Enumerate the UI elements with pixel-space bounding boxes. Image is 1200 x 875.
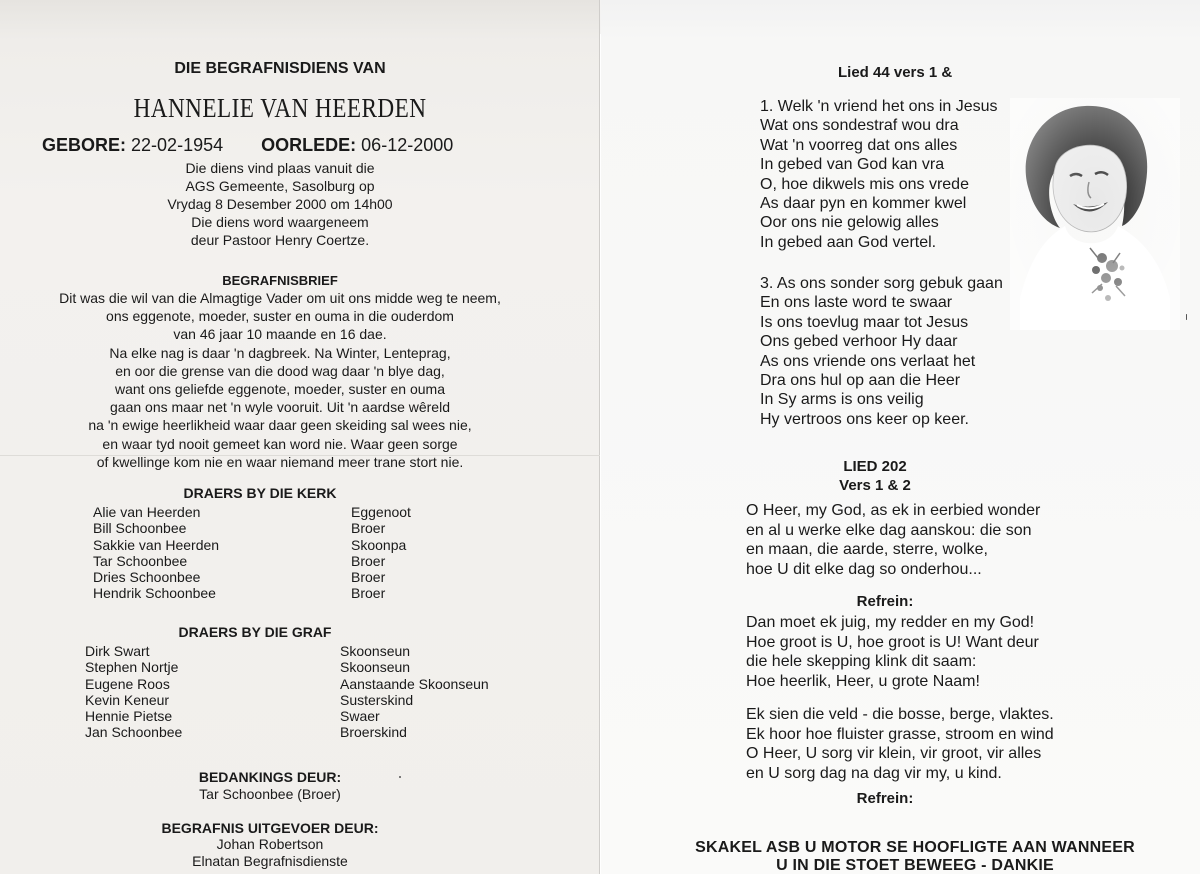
letter-line: want ons geliefde eggenote, moeder, suster en ouma <box>115 381 445 398</box>
thanks-heading: BEDANKINGS DEUR: <box>198 769 342 785</box>
verse-line: 3. As ons sonder sorg gebuk gaan <box>760 275 1003 292</box>
bearer-name: Eugene Roos <box>85 675 170 692</box>
bearer-row <box>85 643 515 659</box>
bearer-row <box>93 537 453 553</box>
stanza-line: Ek sien die veld - die bosse, berge, vlaktes. <box>746 706 1054 723</box>
letter-line: en waar tyd nooit gemeet kan word nie. Waar geen sorge <box>102 435 458 452</box>
bearer-name: Dries Schoonbee <box>93 569 201 586</box>
hymn2-stanza2 <box>746 705 1054 783</box>
bearer-relation: Aanstaande Skoonseun <box>340 675 489 692</box>
grave-bearers-list <box>85 643 515 741</box>
verse-line: As daar pyn en kommer kwel <box>760 195 967 213</box>
bearer-relation: Skoonseun <box>340 659 411 676</box>
service-line: Vrydag 8 Desember 2000 om 14h00 <box>167 196 393 212</box>
left-page <box>0 0 600 874</box>
stanza-line: O Heer, U sorg vir klein, vir groot, vir alles <box>746 745 1042 763</box>
bearer-relation: Skoonpa <box>351 536 407 553</box>
bearer-name: Jan Schoonbee <box>85 724 183 741</box>
bearer-row <box>93 520 453 536</box>
verse-line: Is ons toevlug maar tot Jesus <box>760 313 969 331</box>
verse-line: Oor ons nie gelowig alles <box>760 214 939 232</box>
stanza-line: hoe U dit elke dag so onderhou... <box>746 560 982 578</box>
bearer-name: Stephen Nortje <box>85 659 179 676</box>
stanza-line: Ek hoor hoe fluister grasse, stroom en wind <box>746 725 1054 743</box>
executed-by <box>0 836 540 870</box>
verse-line: In gebed van God kan vra <box>760 156 945 174</box>
bearer-name: Bill Schoonbee <box>93 520 187 537</box>
bearer-row <box>85 708 515 724</box>
verse-line: In gebed aan God vertel. <box>760 233 937 251</box>
verse-line: Ons gebed verhoor Hy daar <box>760 333 958 351</box>
dates-line <box>42 135 453 156</box>
verse-line: O, hoe dikwels mis ons vrede <box>760 175 969 193</box>
hymn2-refrain <box>746 613 1039 691</box>
bearer-name: Kevin Keneur <box>85 691 170 708</box>
bearer-name: Tar Schoonbee <box>93 552 188 569</box>
refrain-label-2: Refrein: <box>856 790 914 807</box>
service-line: AGS Gemeente, Sasolburg op <box>185 178 375 194</box>
verse-line: Wat 'n voorreg dat ons alles <box>760 136 958 154</box>
hymn2-verses: Vers 1 & 2 <box>839 477 911 494</box>
born-label: GEBORE: <box>42 135 127 155</box>
funeral-letter <box>0 289 560 471</box>
refrain-line: Dan moet ek juig, my redder en my God! <box>746 614 1035 631</box>
thanks-by: Tar Schoonbee (Broer) <box>199 786 341 802</box>
refrain-line: Hoe groot is U, hoe groot is U! Want deur <box>746 633 1039 651</box>
died-label: OORLEDE: <box>261 135 357 155</box>
service-details <box>0 159 560 249</box>
verse-line: Hy vertroos ons keer op keer. <box>760 410 969 428</box>
hymn1-heading: Lied 44 vers 1 & <box>838 64 953 81</box>
bearer-row <box>85 676 515 692</box>
bearer-relation: Swaer <box>340 708 380 725</box>
letter-line: ons eggenote, moeder, suster en ouma in die ouderdom <box>106 308 454 325</box>
scan-speck <box>399 776 401 778</box>
bearer-relation: Broer <box>351 585 386 602</box>
church-bearers-heading: DRAERS BY DIE KERK <box>183 485 337 501</box>
service-line: deur Pastoor Henry Coertze. <box>190 232 370 248</box>
bearer-row <box>93 504 453 520</box>
headlights-notice <box>650 839 1180 875</box>
letter-line: Dit was die wil van die Almagtige Vader om uit ons midde weg te neem, <box>59 290 501 306</box>
letter-heading: BEGRAFNISBRIEF <box>222 273 338 288</box>
executed-line: Johan Robertson <box>216 836 324 852</box>
refrain-label: Refrein: <box>856 593 914 610</box>
bearer-name: Sakkie van Heerden <box>93 536 220 553</box>
letter-line: Na elke nag is daar 'n dagbreek. Na Winter, Lenteprag, <box>109 344 451 361</box>
bearer-name: Alie van Heerden <box>93 504 201 520</box>
bearer-relation: Broerskind <box>340 724 407 741</box>
stanza-line: en maan, die aarde, sterre, wolke, <box>746 541 988 559</box>
refrain-line: die hele skepping klink dit saam: <box>746 653 977 671</box>
died-date: 06-12-2000 <box>361 135 454 155</box>
verse-line: En ons laste word te swaar <box>760 294 953 312</box>
stanza-line: en U sorg dag na dag vir my, u kind. <box>746 764 1002 782</box>
verse-line: Dra ons hul op aan die Heer <box>760 372 961 390</box>
notice-line: U IN DIE STOET BEWEEG - DANKIE <box>776 857 1054 874</box>
hymn2-title: LIED 202 <box>843 458 907 475</box>
hymn1-verse3 <box>760 274 1003 429</box>
verse-line: 1. Welk 'n vriend het ons in Jesus <box>760 98 998 115</box>
hymn2-heading <box>810 457 940 495</box>
bearer-row <box>93 585 453 601</box>
service-title: DIE BEGRAFNISDIENS VAN <box>174 60 386 77</box>
bearer-relation: Skoonseun <box>340 643 411 659</box>
hymn1-verse1 <box>760 97 998 252</box>
bearer-name: Dirk Swart <box>85 643 150 659</box>
letter-line: na 'n ewige heerlikheid waar daar geen skeiding sal wees nie, <box>88 417 472 434</box>
letter-line: van 46 jaar 10 maande en 16 dae. <box>173 326 387 343</box>
bearer-relation: Broer <box>351 552 386 569</box>
bearer-relation: Susterskind <box>340 691 414 708</box>
portrait-photo <box>1010 98 1180 330</box>
stanza-line: en al u werke elke dag aanskou: die son <box>746 521 1032 539</box>
bearer-relation: Broer <box>351 569 386 586</box>
refrain-line: Hoe heerlik, Heer, u grote Naam! <box>746 672 980 690</box>
deceased-name: HANNELIE VAN HEERDEN <box>133 93 427 123</box>
bearer-name: Hendrik Schoonbee <box>93 585 216 602</box>
bearer-row <box>93 569 453 585</box>
letter-line: of kwellinge kom nie en waar niemand meer trane stort nie. <box>96 453 464 470</box>
grave-bearers-heading: DRAERS BY DIE GRAF <box>178 624 332 640</box>
bearer-row <box>85 692 515 708</box>
stanza-line: O Heer, my God, as ek in eerbied wonder <box>746 502 1041 519</box>
service-line: Die diens vind plaas vanuit die <box>185 160 375 176</box>
scan-speck <box>1186 314 1187 320</box>
verse-line: Wat ons sondestraf wou dra <box>760 117 959 135</box>
verse-line: As ons vriende ons verlaat het <box>760 352 976 370</box>
bearer-name: Hennie Pietse <box>85 708 173 725</box>
executed-heading: BEGRAFNIS UITGEVOER DEUR: <box>161 820 379 836</box>
notice-line: SKAKEL ASB U MOTOR SE HOOFLIGTE AAN WANNEER <box>695 839 1135 856</box>
bearer-row <box>85 724 515 740</box>
executed-line: Elnatan Begrafnisdienste <box>192 853 348 869</box>
letter-line: gaan ons maar net 'n wyle vooruit. Uit 'n aardse wêreld <box>110 399 450 416</box>
bearer-row <box>85 659 515 675</box>
verse-line: In Sy arms is ons veilig <box>760 391 924 409</box>
hymn2-stanza1 <box>746 501 1040 579</box>
portrait-illustration <box>1010 98 1180 330</box>
bearer-relation: Eggenoot <box>351 504 411 520</box>
letter-line: en oor die grense van die dood wag daar 'n blye dag, <box>115 362 445 379</box>
bearer-row <box>93 553 453 569</box>
bearer-relation: Broer <box>351 520 386 537</box>
born-date: 22-02-1954 <box>131 135 224 155</box>
service-line: Die diens word waargeneem <box>191 214 369 230</box>
church-bearers-list <box>93 504 453 602</box>
